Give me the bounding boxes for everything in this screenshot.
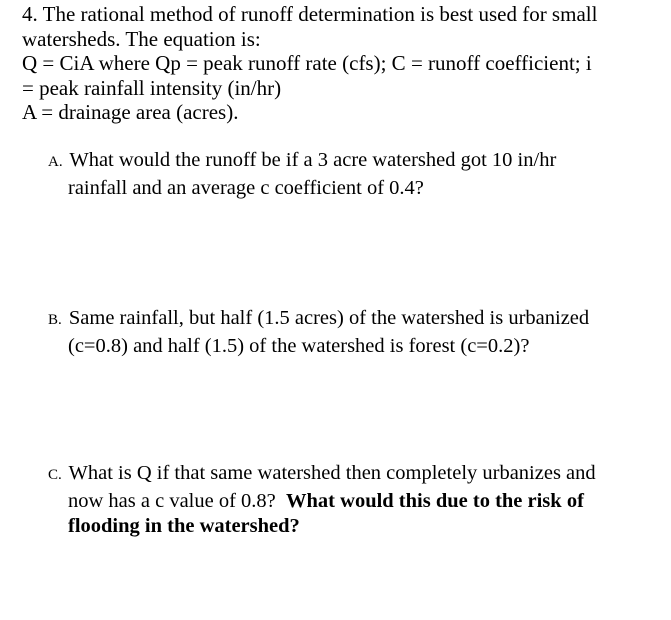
part-b-text-2: (c=0.8) and half (1.5) of the watershed is forest (c=0.2)?: [68, 334, 530, 357]
part-c-bold-text-3: flooding in the watershed?: [68, 515, 300, 537]
question-line: watersheds. The equation is:: [22, 26, 261, 51]
equation-line: A = drainage area (acres).: [22, 100, 239, 124]
part-a-text-1: What would the runoff be if a 3 acre watershed got 10 in/hr: [69, 149, 557, 171]
question-4-intro: [22, 2, 662, 125]
part-c-letter: C.: [48, 467, 62, 483]
part-b-text-1: Same rainfall, but half (1.5 acres) of the watershed is urbanized: [68, 307, 590, 329]
part-c-text-2: now has a c value of 0.8?: [68, 489, 276, 512]
question-line: 4. The rational method of runoff determination is best used for small: [22, 2, 598, 26]
equation-line: = peak rainfall intensity (in/hr): [22, 75, 282, 100]
part-a-text-2: rainfall and an average c coefficient of 0.4?: [68, 176, 424, 199]
part-b: [48, 306, 648, 359]
part-a: [48, 148, 648, 201]
part-b-letter: B.: [48, 312, 62, 328]
part-c-text-1: What is Q if that same watershed then completely urbanizes and: [68, 462, 596, 484]
part-a-line-1: [48, 148, 648, 176]
part-b-line-1: [48, 306, 648, 334]
part-c-line-2: [48, 489, 648, 515]
part-a-letter: A.: [48, 154, 63, 170]
part-c-line-1: [48, 461, 648, 489]
equation-line: Q = CiA where Qp = peak runoff rate (cfs); C = runoff coefficient; i: [22, 51, 592, 75]
part-c: [48, 461, 648, 540]
part-c-bold-text-2: What would this due to the risk of: [286, 489, 584, 512]
